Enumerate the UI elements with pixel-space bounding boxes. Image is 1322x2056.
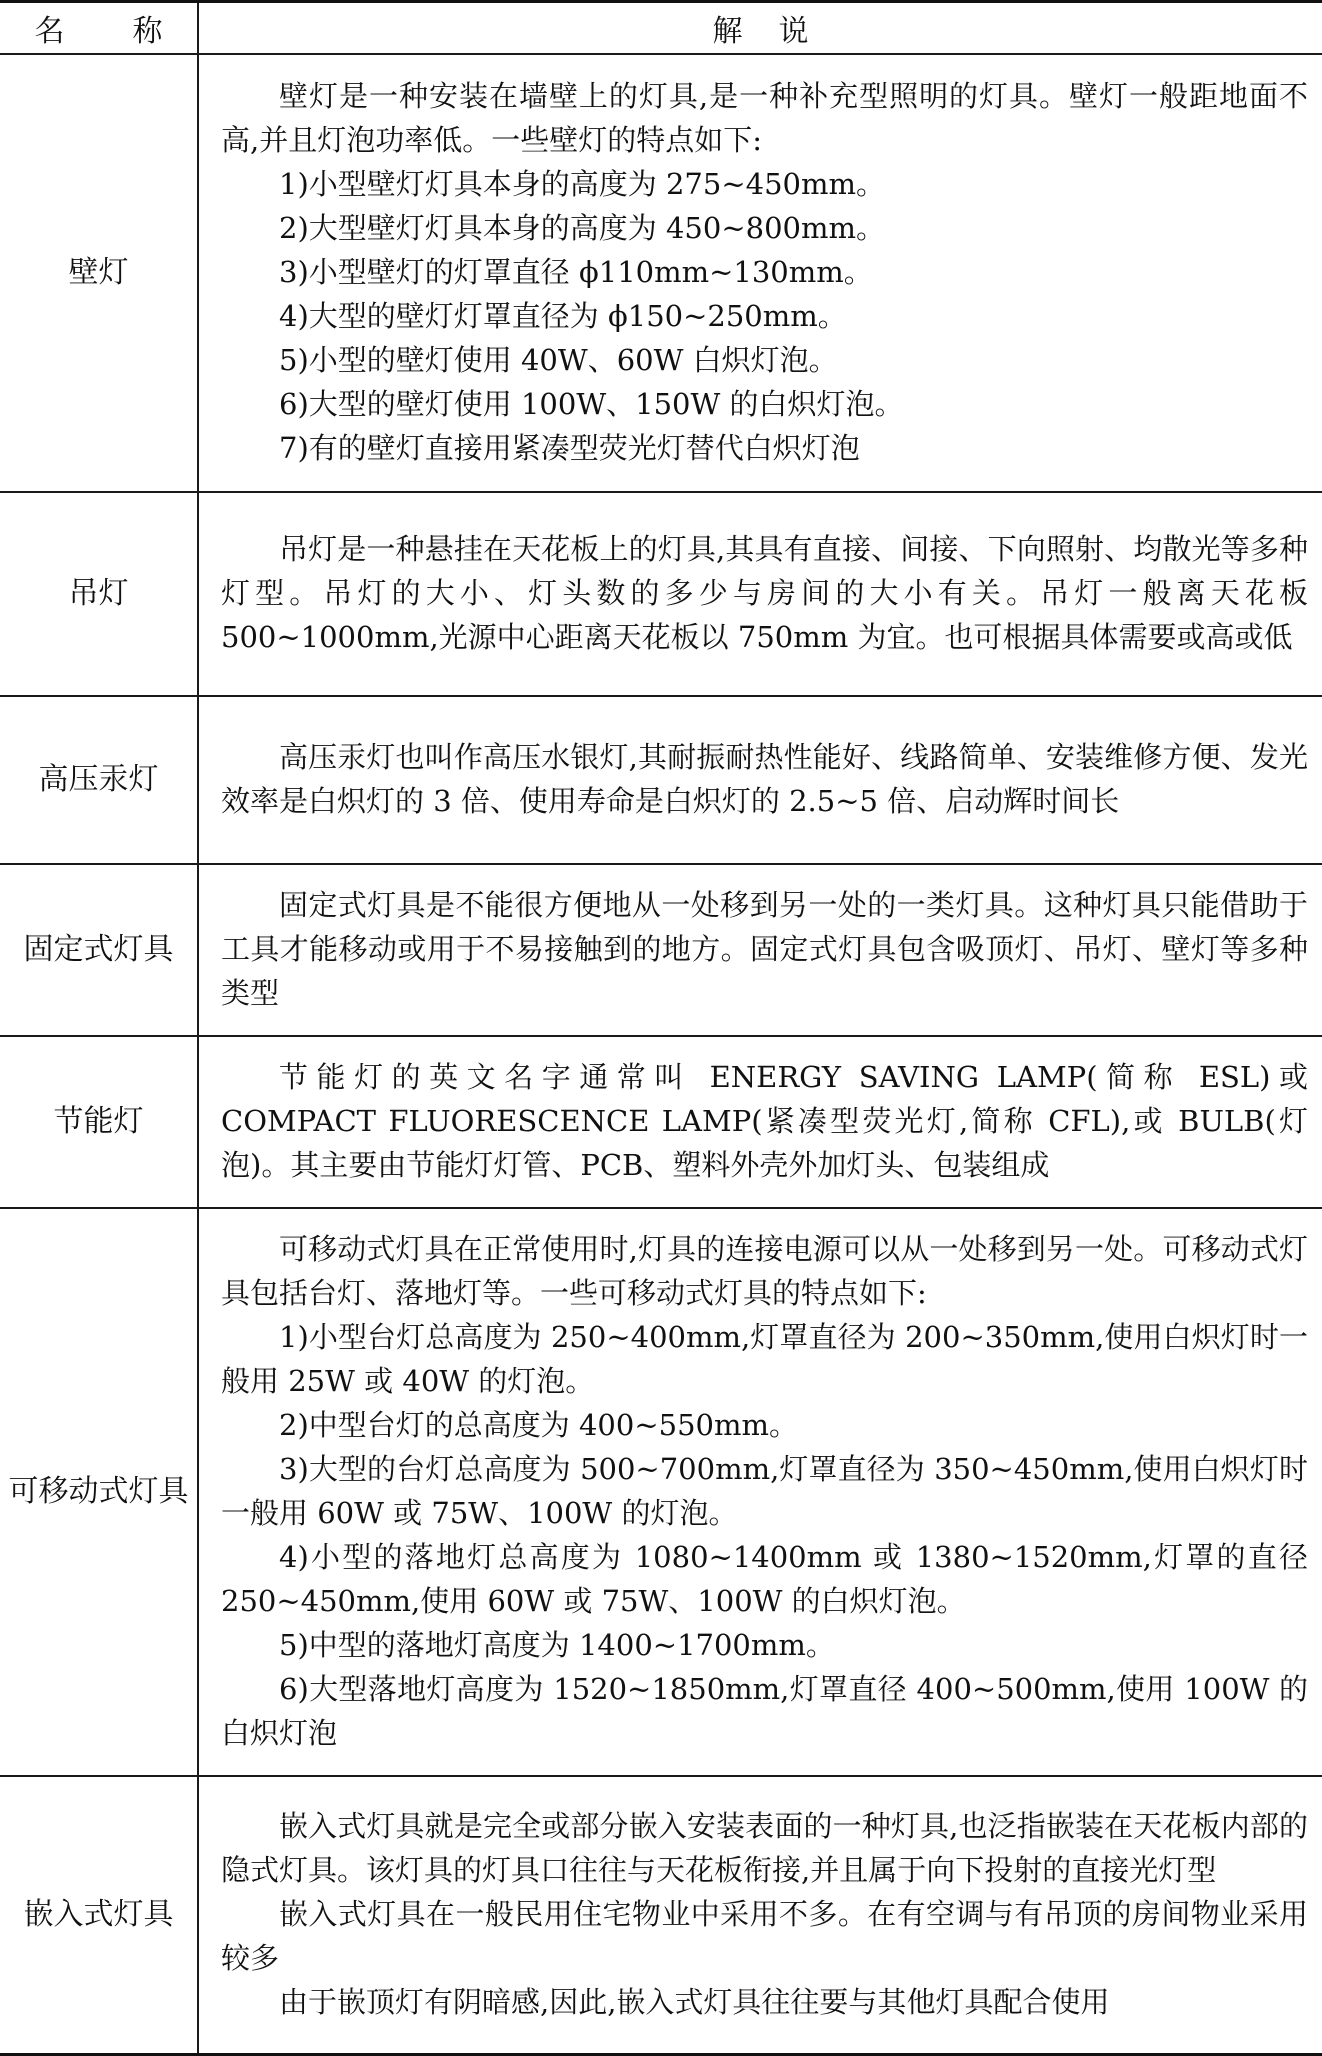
row-name: 固定式灯具 [0, 864, 198, 1036]
row-name: 可移动式灯具 [0, 1208, 198, 1776]
row-name: 高压汞灯 [0, 696, 198, 864]
table-header-row [0, 2, 1322, 55]
table-row [0, 492, 1322, 696]
table-row [0, 696, 1322, 864]
row-desc [198, 54, 1322, 492]
row-name: 嵌入式灯具 [0, 1776, 198, 2055]
row-desc [198, 1036, 1322, 1208]
desc-line: 6)大型落地灯高度为 1520~1850mm,灯罩直径 400~500mm,使用 100W 的白炽灯泡 [221, 1672, 1308, 1750]
desc-line: 1)小型壁灯灯具本身的高度为 275~450mm。 [279, 167, 885, 201]
row-name: 吊灯 [0, 492, 198, 696]
row-name: 壁灯 [0, 54, 198, 492]
desc-line: 嵌入式灯具在一般民用住宅物业中采用不多。在有空调与有吊顶的房间物业采用较多 [221, 1897, 1308, 1975]
header-desc: 解说 [712, 14, 809, 49]
row-desc [198, 696, 1322, 864]
table-row [0, 864, 1322, 1036]
desc-line: 1)小型台灯总高度为 250~400mm,灯罩直径为 200~350mm,使用白炽灯时一般用 25W 或 40W 的灯泡。 [221, 1320, 1308, 1398]
desc-line: 4)小型的落地灯总高度为 1080~1400mm 或 1380~1520mm,灯罩的直径 250~450mm,使用 60W 或 75W、100W 的白炽灯泡。 [221, 1540, 1308, 1618]
desc-line: 高压汞灯也叫作高压水银灯,其耐振耐热性能好、线路简单、安装维修方便、发光效率是白炽灯的 3 倍、使用寿命是白炽灯的 2.5~5 倍、启动辉时间长 [221, 740, 1308, 818]
desc-line: 固定式灯具是不能很方便地从一处移到另一处的一类灯具。这种灯具只能借助于工具才能移动或用于不易接触到的地方。固定式灯具包含吸顶灯、吊灯、壁灯等多种类型 [221, 888, 1308, 1010]
desc-line: 由于嵌顶灯有阴暗感,因此,嵌入式灯具往往要与其他灯具配合使用 [279, 1985, 1110, 2019]
row-desc [198, 864, 1322, 1036]
header-name: 名称 [34, 14, 163, 49]
desc-line: 壁灯是一种安装在墙壁上的灯具,是一种补充型照明的灯具。壁灯一般距地面不高,并且灯泡功率低。一些壁灯的特点如下: [221, 79, 1308, 157]
desc-line: 5)小型的壁灯使用 40W、60W 白炽灯泡。 [279, 343, 838, 377]
desc-line: 7)有的壁灯直接用紧凑型荧光灯替代白炽灯泡 [279, 431, 860, 465]
row-desc [198, 1208, 1322, 1776]
desc-line: 3)大型的台灯总高度为 500~700mm,灯罩直径为 350~450mm,使用白炽灯时一般用 60W 或 75W、100W 的灯泡。 [221, 1452, 1308, 1530]
desc-line: 3)小型壁灯的灯罩直径 ϕ110mm~130mm。 [279, 255, 873, 289]
table-row [0, 1776, 1322, 2055]
table-row [0, 1036, 1322, 1208]
table-row [0, 54, 1322, 492]
desc-line: 5)中型的落地灯高度为 1400~1700mm。 [279, 1628, 835, 1662]
table-row [0, 1208, 1322, 1776]
desc-line: 2)中型台灯的总高度为 400~550mm。 [279, 1408, 798, 1442]
desc-line: 2)大型壁灯灯具本身的高度为 450~800mm。 [279, 211, 885, 245]
desc-line: 4)大型的壁灯灯罩直径为 ϕ150~250mm。 [279, 299, 847, 333]
desc-line: 吊灯是一种悬挂在天花板上的灯具,其具有直接、间接、下向照射、均散光等多种灯型。吊灯的大小、灯头数的多少与房间的大小有关。吊灯一般离天花板 500~1000mm,光源中心距离天花板以 750mm 为宜。也可根据具体需要或高或低 [221, 532, 1308, 654]
row-desc [198, 1776, 1322, 2055]
header-desc-cell [198, 2, 1322, 55]
row-name: 节能灯 [0, 1036, 198, 1208]
desc-line: 6)大型的壁灯使用 100W、150W 的白炽灯泡。 [279, 387, 904, 421]
desc-line: 节能灯的英文名字通常叫 ENERGY SAVING LAMP(简称 ESL)或 COMPACT FLUORESCENCE LAMP(紧凑型荧光灯,简称 CFL),或 BULB(灯泡)。其主要由节能灯灯管、PCB、塑料外壳外加灯头、包装组成 [221, 1060, 1308, 1182]
header-name-cell [0, 2, 198, 55]
desc-line: 嵌入式灯具就是完全或部分嵌入安装表面的一种灯具,也泛指嵌装在天花板内部的隐式灯具。该灯具的灯具口往往与天花板衔接,并且属于向下投射的直接光灯型 [221, 1809, 1308, 1887]
desc-line: 可移动式灯具在正常使用时,灯具的连接电源可以从一处移到另一处。可移动式灯具包括台灯、落地灯等。一些可移动式灯具的特点如下: [221, 1232, 1308, 1310]
row-desc [198, 492, 1322, 696]
